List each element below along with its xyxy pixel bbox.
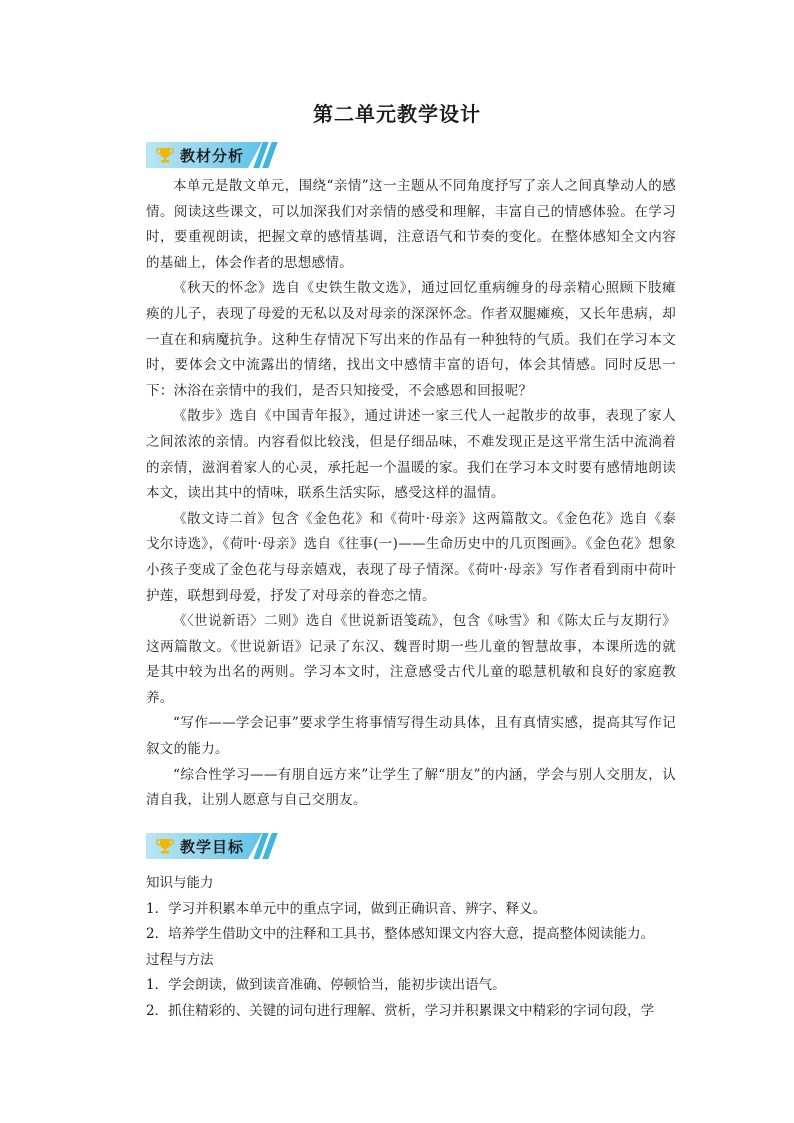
goals-list [146,871,676,1025]
section-heading-analysis [146,142,274,168]
paragraph: 《散文诗二首》包含《金色花》和《荷叶·母亲》这两篇散文。《金色花》选自《泰戈尔诗选》，《荷叶·母亲》选自《往事(一)——生命历史中的几页图画》。《金色花》想象小孩子变成了金色花与母亲嬉戏，表现了母子情深。《荷叶·母亲》写作者看到雨中荷叶护莲，联想到母爱，抒发了对母亲的眷恋之情。 [146,510,676,604]
paragraph: 本单元是散文单元，围绕“亲情”这一主题从不同角度抒写了亲人之间真挚动人的感情。阅读这些课文，可以加深我们对亲情的感受和理解，丰富自己的情感体验。在学习时，要重视朗读，把握文章的感情基调，注意语气和节奏的变化。在整体感知全文内容的基础上，体会作者的思想感情。 [146,178,676,271]
paragraph: 《秋天的怀念》选自《史铁生散文选》，通过回忆重病缠身的母亲精心照顾下肢瘫痪的儿子，表现了母爱的无私以及对母亲的深深怀念。作者双腿瘫痪，又长年患病，却一直在和病魔抗争。这种生存情况下写出来的作品有一种独特的气质。我们在学习本文时，要体会文中流露出的情绪，找出文中感情丰富的语句，体会其情感。同时反思一下：沐浴在亲情中的我们，是否只知接受，不会感恩和回报呢？ [146,280,676,399]
paragraph: “写作——学会记事”要求学生将事情写得生动具体，且有真情实感，提高其写作记叙文的能力。 [146,715,676,758]
section-heading-goals [146,833,274,859]
goal-item: 2．培养学生借助文中的注释和工具书，整体感知课文内容大意，提高整体阅读能力。 [146,926,655,943]
trophy-icon [156,837,174,855]
paragraph: “综合性学习——有朋自远方来”让学生了解“朋友”的内涵，学会与别人交朋友，认清自我，让别人愿意与自己交朋友。 [146,766,676,809]
goal-group-title: 过程与方法 [146,951,214,968]
section-heading-label: 教材分析 [180,147,245,165]
goal-item: 1．学习并积累本单元中的重点字词，做到正确识音、辨字、释义。 [146,900,547,917]
page-title: 第二单元教学设计 [313,102,481,126]
analysis-text [146,174,676,814]
goal-item: 1．学会朗读，做到读音准确、停顿恰当，能初步读出语气。 [146,977,506,994]
trophy-icon [156,146,174,164]
section-heading-label: 教学目标 [180,838,245,856]
paragraph: 《散步》选自《中国青年报》，通过讲述一家三代人一起散步的故事，表现了家人之间浓浓的亲情。内容看似比较浅，但是仔细品味，不难发现正是这平常生活中流淌着的亲情，滋润着家人的心灵，承托起一个温暖的家。我们在学习本文时要有感情地朗读本文，读出其中的情味，联系生活实际，感受这样的温情。 [146,408,676,502]
paragraph: 《〈世说新语〉二则》选自《世说新语笺疏》，包含《咏雪》和《陈太丘与友期行》这两篇散文。《世说新语》记录了东汉、魏晋时期一些儿童的智慧故事，本课所选的就是其中较为出名的两则。学习本文时，注意感受古代儿童的聪慧机敏和良好的家庭教养。 [146,613,676,706]
goal-group-title: 知识与能力 [146,875,214,891]
goal-item: 2．抓住精彩的、关键的词句进行理解、赏析，学习并积累课文中精彩的字词句段，学 [146,1002,655,1019]
